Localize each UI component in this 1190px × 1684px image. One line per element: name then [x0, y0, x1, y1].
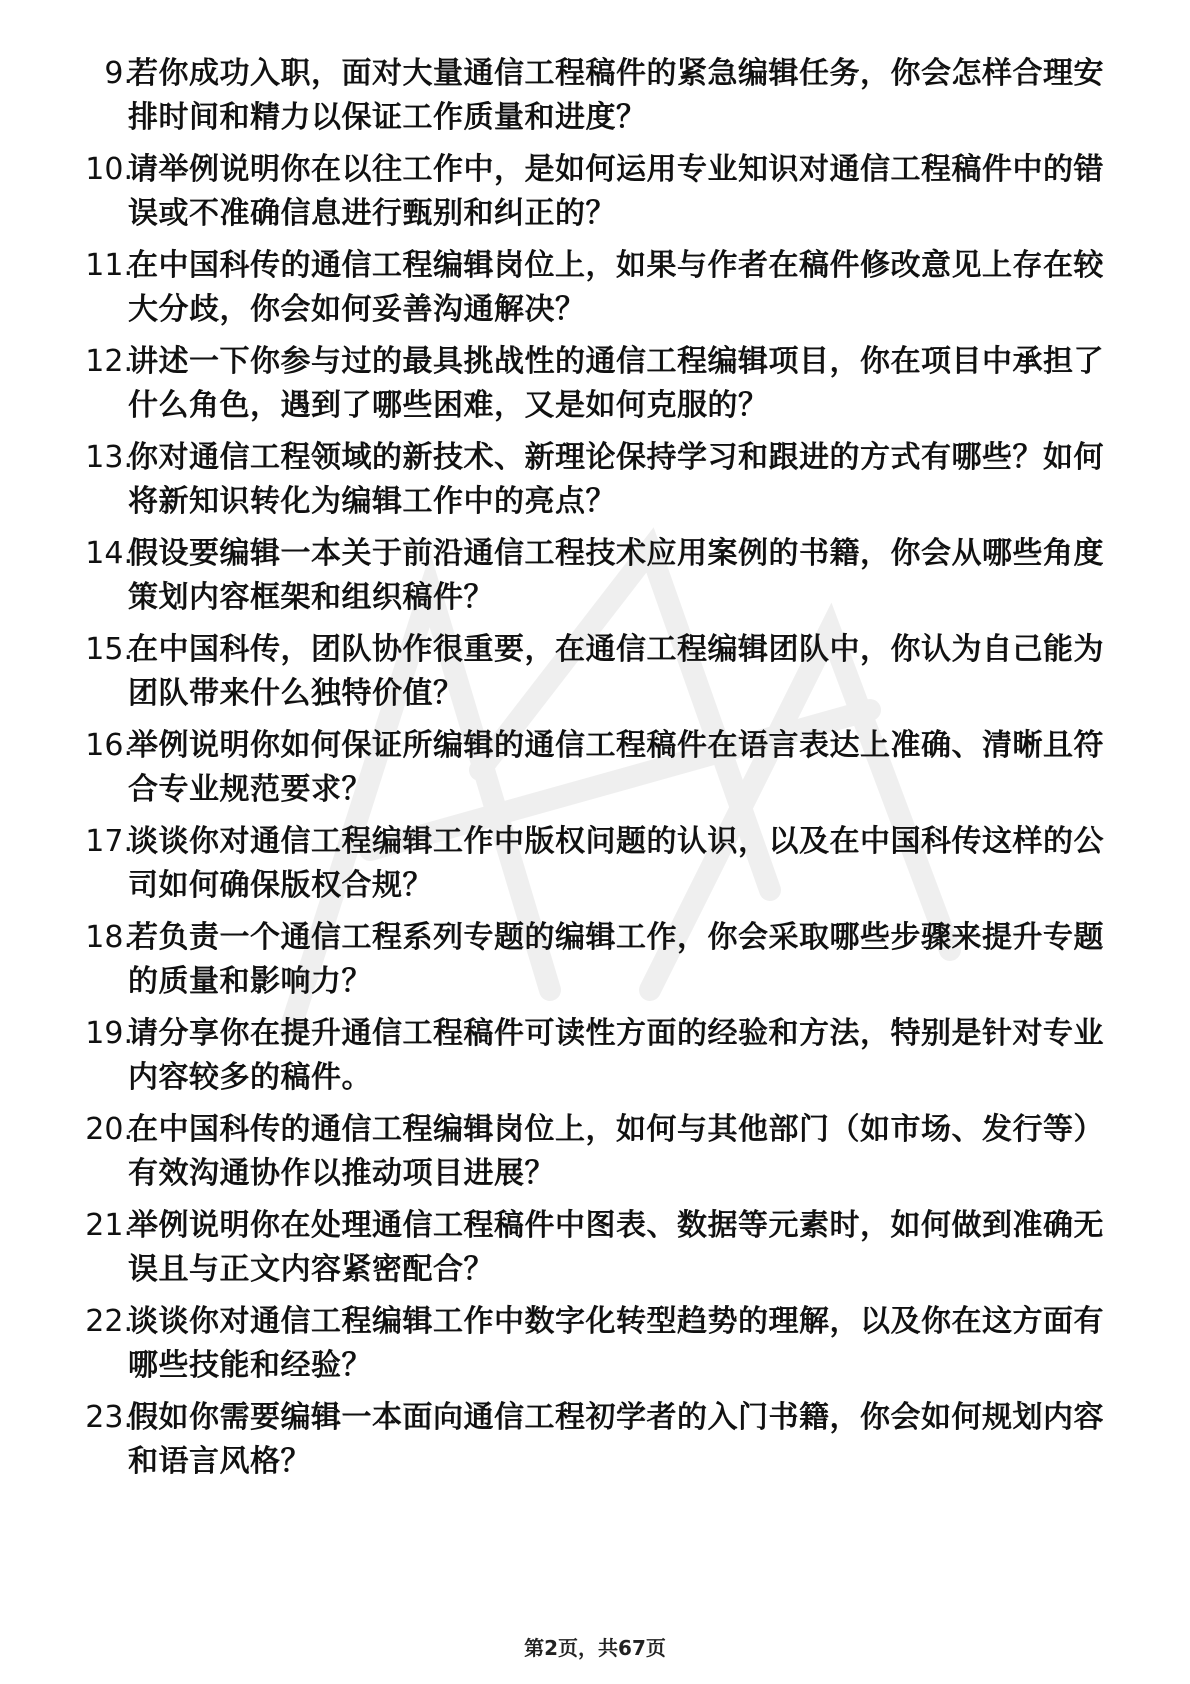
question-item: [0, 148, 1190, 248]
question-item: [0, 724, 1190, 824]
question-text: 谈谈你对通信工程编辑工作中数字化转型趋势的理解，以及你在这方面有哪些技能和经验？: [128, 1304, 1104, 1383]
question-number: 10.: [85, 152, 133, 187]
question-text: 举例说明你在处理通信工程稿件中图表、数据等元素时，如何做到准确无误且与正文内容紧密配合？: [128, 1208, 1104, 1287]
question-text: 若负责一个通信工程系列专题的编辑工作，你会采取哪些步骤来提升专题的质量和影响力？: [128, 920, 1104, 999]
question-number: 15.: [85, 632, 133, 667]
question-item: [0, 1396, 1190, 1496]
question-item: [0, 916, 1190, 1016]
question-text: 你对通信工程领域的新技术、新理论保持学习和跟进的方式有哪些？如何将新知识转化为编辑工作中的亮点？: [128, 440, 1104, 519]
question-text: 在中国科传的通信工程编辑岗位上，如何与其他部门（如市场、发行等）有效沟通协作以推动项目进展？: [128, 1112, 1104, 1191]
question-number: 9.: [104, 56, 133, 91]
question-number: 11.: [85, 248, 133, 283]
question-number: 17.: [85, 824, 133, 859]
page-number-footer: 第2页，共67页: [524, 1636, 666, 1660]
question-item: [0, 628, 1190, 728]
question-text: 假设要编辑一本关于前沿通信工程技术应用案例的书籍，你会从哪些角度策划内容框架和组织稿件？: [128, 536, 1104, 615]
question-number: 13.: [85, 440, 133, 475]
question-item: [0, 532, 1190, 632]
question-item: [0, 436, 1190, 536]
question-text: 请举例说明你在以往工作中，是如何运用专业知识对通信工程稿件中的错误或不准确信息进行甄别和纠正的？: [128, 152, 1104, 231]
question-item: [0, 1300, 1190, 1400]
question-item: [0, 1204, 1190, 1304]
question-text: 假如你需要编辑一本面向通信工程初学者的入门书籍，你会如何规划内容和语言风格？: [128, 1400, 1104, 1479]
question-text: 举例说明你如何保证所编辑的通信工程稿件在语言表达上准确、清晰且符合专业规范要求？: [128, 728, 1104, 807]
question-number: 20.: [85, 1112, 133, 1147]
question-text: 在中国科传的通信工程编辑岗位上，如果与作者在稿件修改意见上存在较大分歧，你会如何妥善沟通解决？: [128, 248, 1104, 327]
question-text: 讲述一下你参与过的最具挑战性的通信工程编辑项目，你在项目中承担了什么角色，遇到了哪些困难，又是如何克服的？: [128, 344, 1104, 423]
question-text: 在中国科传，团队协作很重要，在通信工程编辑团队中，你认为自己能为团队带来什么独特价值？: [128, 632, 1104, 711]
question-number: 18.: [85, 920, 133, 955]
question-text: 若你成功入职，面对大量通信工程稿件的紧急编辑任务，你会怎样合理安排时间和精力以保证工作质量和进度？: [128, 56, 1104, 135]
question-item: [0, 820, 1190, 920]
question-number: 22.: [85, 1304, 133, 1339]
question-item: [0, 52, 1190, 152]
question-number: 12.: [85, 344, 133, 379]
question-item: [0, 340, 1190, 440]
question-item: [0, 244, 1190, 344]
question-number: 14.: [85, 536, 133, 571]
question-item: [0, 1108, 1190, 1208]
question-number: 19.: [85, 1016, 133, 1051]
question-number: 23.: [85, 1400, 133, 1435]
question-number: 21.: [85, 1208, 133, 1243]
question-number: 16.: [85, 728, 133, 763]
question-text: 请分享你在提升通信工程稿件可读性方面的经验和方法，特别是针对专业内容较多的稿件。: [128, 1016, 1104, 1095]
question-text: 谈谈你对通信工程编辑工作中版权问题的认识，以及在中国科传这样的公司如何确保版权合规？: [128, 824, 1104, 903]
question-item: [0, 1012, 1190, 1112]
